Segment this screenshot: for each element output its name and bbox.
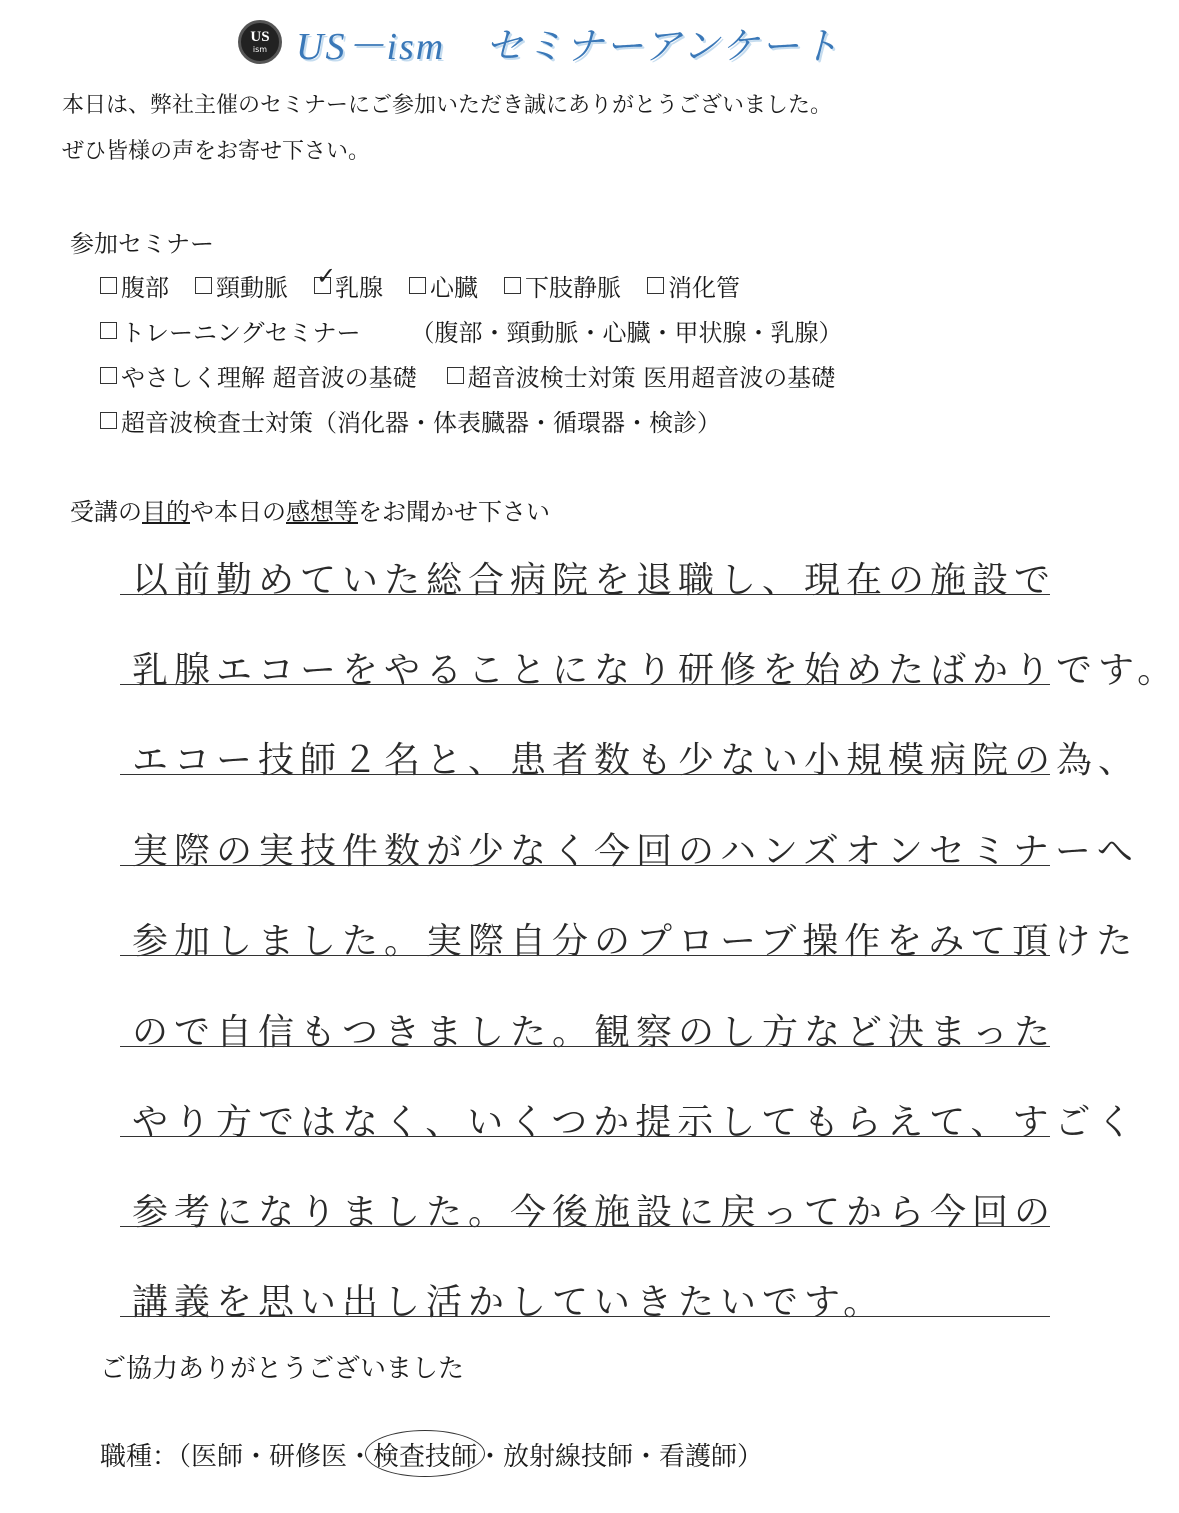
answer-line: 参考になりました。今後施設に戻ってから今回の xyxy=(132,1192,1057,1233)
question-text: や本日の xyxy=(190,498,286,526)
rule-line xyxy=(120,1226,1050,1227)
checkbox[interactable] xyxy=(504,277,521,294)
option-label: トレーニングセミナー xyxy=(121,319,361,347)
option-lower-limb-vein[interactable] xyxy=(504,268,621,303)
rule-line xyxy=(120,1046,1050,1047)
checkbox[interactable] xyxy=(100,412,117,429)
checkbox[interactable] xyxy=(100,367,117,384)
question-text: をお聞かせ下さい xyxy=(358,498,550,526)
job-type-line xyxy=(100,1436,763,1473)
question-text: 受講の xyxy=(70,498,142,526)
seminar-options-row-1 xyxy=(100,262,740,303)
rule-line xyxy=(120,1316,1050,1317)
thanks-message: ご協力ありがとうございました xyxy=(100,1354,465,1384)
answer-line: ので自信もつきました。観察のし方など決まった xyxy=(132,1012,1057,1053)
header xyxy=(238,12,841,72)
intro-line-1: 本日は、弊社主催のセミナーにご参加いただき誠にありがとうございました。 xyxy=(62,93,833,118)
answer-line: 参加しました。実際自分のプローブ操作をみて頂けた xyxy=(132,921,1139,962)
intro-line-2: ぜひ皆様の声をお寄せ下さい。 xyxy=(62,139,371,164)
option-label: 超音波検査士対策（消化器・体表臓器・循環器・検診） xyxy=(121,409,721,437)
option-label: 頸動脈 xyxy=(216,274,288,302)
rule-line xyxy=(120,1136,1050,1137)
option-breast[interactable] xyxy=(314,262,383,303)
question-underlined: 目的 xyxy=(142,498,190,526)
option-basic-ultrasound[interactable] xyxy=(100,358,417,393)
option-label: 消化管 xyxy=(668,274,740,302)
rule-line xyxy=(120,774,1050,775)
option-inspector-prep[interactable] xyxy=(100,403,721,438)
checkbox[interactable] xyxy=(409,277,426,294)
answer-line: 実際の実技件数が少なく今回のハンズオンセミナーへ xyxy=(132,831,1139,872)
check-mark-icon: ✓ xyxy=(316,262,337,290)
seminar-options-row-4 xyxy=(100,403,721,438)
job-type-selected[interactable]: 検査技師 xyxy=(373,1436,477,1473)
rule-line xyxy=(120,684,1050,685)
logo-text-bottom: ism xyxy=(252,45,268,54)
question-title xyxy=(70,492,550,527)
option-label: やさしく理解 超音波の基礎 xyxy=(121,364,417,392)
answer-line: エコー技師２名と、患者数も少ない小規模病院の為、 xyxy=(132,740,1141,781)
option-label: 下肢静脈 xyxy=(525,274,621,302)
option-carotid[interactable] xyxy=(195,268,288,303)
option-exam-prep[interactable] xyxy=(447,358,836,393)
checkbox[interactable] xyxy=(100,277,117,294)
question-underlined: 感想等 xyxy=(286,498,358,526)
option-label: 心臓 xyxy=(430,274,478,302)
checkbox[interactable] xyxy=(647,277,664,294)
checkbox[interactable] xyxy=(195,277,212,294)
option-heart[interactable] xyxy=(409,268,478,303)
seminar-options-row-2 xyxy=(100,313,843,348)
answer-line: 講義を思い出し活かしていきたいです。 xyxy=(132,1282,886,1323)
us-ism-logo xyxy=(238,20,282,64)
rule-line xyxy=(120,865,1050,866)
option-abdomen[interactable] xyxy=(100,268,169,303)
answer-line: やり方ではなく、いくつか提示してもらえて、すごく xyxy=(132,1102,1139,1143)
job-type-prefix: 職種：（医師・研修医・ xyxy=(100,1442,374,1472)
rule-line xyxy=(120,594,1050,595)
option-training-seminar[interactable] xyxy=(100,313,361,348)
option-label: 超音波検士対策 医用超音波の基礎 xyxy=(467,364,836,392)
logo-text-top: US xyxy=(250,29,270,45)
page-title: US－ism セミナーアンケート xyxy=(296,25,842,68)
checkbox-checked[interactable] xyxy=(314,262,337,294)
option-label: 腹部 xyxy=(121,274,169,302)
rule-line xyxy=(120,955,1050,956)
answer-line: 乳腺エコーをやることになり研修を始めたばかりです。 xyxy=(132,650,1179,691)
checkbox[interactable] xyxy=(447,367,464,384)
training-detail: （腹部・頸動脈・心臓・甲状腺・乳腺） xyxy=(410,319,843,347)
seminar-section-title: 参加セミナー xyxy=(70,230,214,258)
job-type-suffix: ・放射線技師・看護師） xyxy=(477,1442,764,1472)
seminar-options-row-3 xyxy=(100,358,835,393)
checkbox[interactable] xyxy=(100,322,117,339)
option-digestive-tract[interactable] xyxy=(647,268,740,303)
option-label: 乳腺 xyxy=(335,274,383,302)
answer-line: 以前勤めていた総合病院を退職し、現在の施設で xyxy=(132,560,1057,601)
